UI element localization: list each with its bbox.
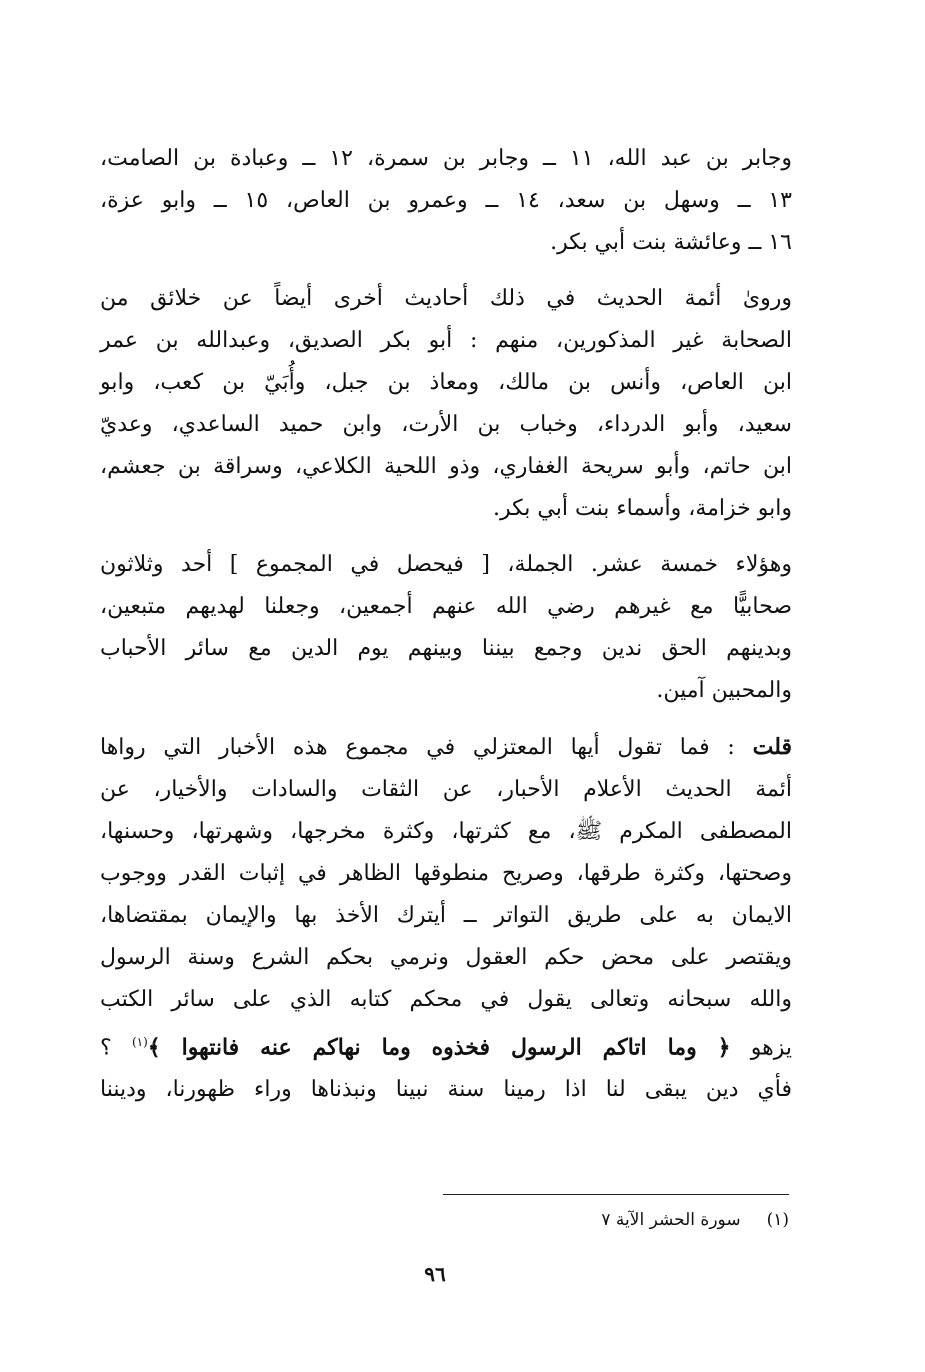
text-line: صحابيًّا مع غيرهم رضي الله عنهم أجمعين، وجعلنا لهديهم متبعين،	[100, 594, 792, 619]
text-line: وهؤلاء خمسة عشر. الجملة، [ فيحصل في المجموع ] أحد وثلاثون	[100, 552, 792, 577]
text-line: ١٣ ــ وسهل بن سعد، ١٤ ــ وعمرو بن العاص، ١٥ ــ وابو عزة،	[100, 188, 792, 213]
text-line: وروىٰ أئمة الحديث في ذلك أحاديث أخرى أيضاً عن خلائق من	[100, 286, 792, 311]
text-line: وجابر بن عبد الله، ١١ ــ وجابر بن سمرة، ١٢ ــ وعبادة بن الصامت،	[100, 146, 792, 171]
footnote-marker: (١)	[131, 1035, 148, 1049]
lead-word: قلت	[752, 734, 792, 760]
footnote	[443, 1206, 789, 1234]
main-text	[100, 138, 792, 1125]
text-line: ١٦ ــ وعائشة بنت أبي بكر.	[550, 230, 792, 255]
text-line: وبدينهم الحق ندين وجمع بيننا وبينهم يوم الدين مع سائر الأحباب	[100, 636, 792, 661]
paragraph-3	[100, 544, 792, 712]
verse-prefix: يزهو	[730, 1035, 792, 1061]
text-line: وابو خزامة، وأسماء بنت أبي بكر.	[493, 496, 792, 521]
footnote-number: (١)	[766, 1210, 789, 1230]
text-line: أئمة الحديث الأعلام الأحبار، عن الثقات والسادات والأخيار، عن	[100, 777, 792, 802]
page-number: ٩٦	[424, 1262, 446, 1286]
footnote-text: سورة الحشر الآية ٧	[601, 1210, 741, 1230]
paragraph-4	[100, 726, 792, 1111]
text-line: والمحبين آمين.	[656, 678, 792, 703]
text-line: ابن العاص، وأنس بن مالك، ومعاذ بن جبل، وأُبَيّ بن كعب، وابو	[100, 370, 792, 395]
verse-line	[100, 1021, 792, 1069]
text-line-rest: : فما تقول أيها المعتزلي في مجموع هذه الأخبار التي رواها	[100, 735, 753, 760]
quran-verse: ﴿ وما اتاكم الرسول فخذوه وما نهاكم عنه فانتهوا ﴾	[147, 1034, 731, 1061]
text-line: فأي دين يبقى لنا اذا رمينا سنة نبينا ونبذناها وراء ظهورنا، وديننا	[100, 1077, 792, 1103]
footnote-separator	[443, 1194, 789, 1195]
text-line: سعيد، وأبو الدرداء، وخباب بن الأرت، وابن حميد الساعدي، وعديّ	[100, 412, 792, 437]
text-line: ويقتصر على محض حكم العقول ونرمي بحكم الشرع وسنة الرسول	[100, 945, 792, 970]
text-line: المصطفى المكرم ﷺ، مع كثرتها، وكثرة مخرجها، وشهرتها، وحسنها،	[100, 819, 792, 844]
paragraph-2	[100, 278, 792, 530]
text-line: والله سبحانه وتعالى يقول في محكم كتابه الذي على سائر الكتب	[100, 987, 792, 1012]
text-line	[100, 726, 792, 769]
text-line: الايمان به على طريق التواتر ــ أيترك الأخذ بها والإيمان بمقتضاها،	[100, 903, 792, 928]
text-line: الصحابة غير المذكورين، منهم : أبو بكر الصديق، وعبدالله بن عمر	[100, 328, 792, 353]
paragraph-1	[100, 138, 792, 264]
text-line: ابن حاتم، وأبو سريحة الغفاري، وذو اللحية الكلاعي، وسراقة بن جعشم،	[100, 454, 792, 479]
text-line: وصحتها، وكثرة طرقها، وصريح منطوقها الظاهر في إثبات القدر ووجوب	[100, 861, 792, 886]
verse-suffix: ؟	[100, 1035, 132, 1061]
